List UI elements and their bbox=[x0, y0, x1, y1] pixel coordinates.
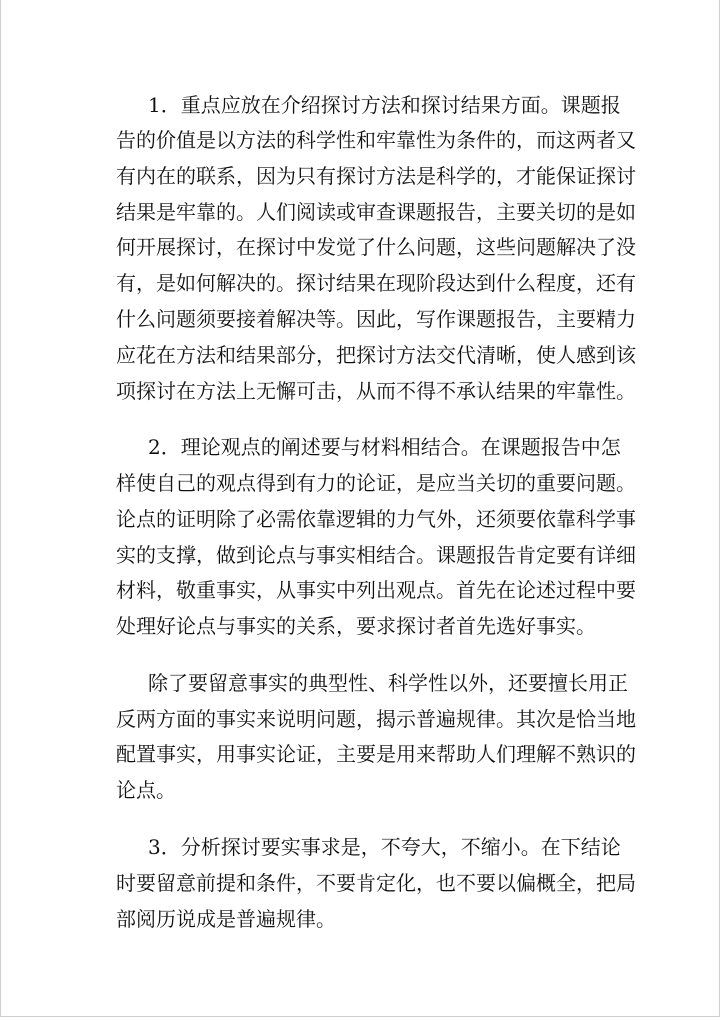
paragraph-3-line-4: 论点。 bbox=[116, 778, 176, 802]
paragraph-2-line-2: 样使自己的观点得到有力的论证，是应当关切的重要问题。 bbox=[116, 471, 636, 495]
paragraph-1-line-6: 有，是如何解决的。探讨结果在现阶段达到什么程度，还有 bbox=[116, 271, 636, 295]
paragraph-4-line-2: 时要留意前提和条件，不要肯定化，也不要以偏概全，把局 bbox=[116, 871, 636, 895]
paragraph-2-line-3: 论点的证明除了必需依靠逻辑的力气外，还须要依靠科学事 bbox=[116, 507, 636, 531]
paragraph-3-line-2: 反两方面的事实来说明问题，揭示普遍规律。其次是恰当地 bbox=[116, 707, 636, 731]
paragraph-1-line-9: 项探讨在方法上无懈可击，从而不得不承认结果的牢靠性。 bbox=[116, 379, 636, 403]
paragraph-4-line-1: 3．分析探讨要实事求是，不夸大，不缩小。在下结论 bbox=[148, 835, 621, 859]
paragraph-4-line-3: 部阅历说成是普遍规律。 bbox=[116, 907, 336, 931]
paragraph-3-line-3: 配置事实，用事实论证，主要是用来帮助人们理解不熟识的 bbox=[116, 742, 636, 766]
paragraph-1-line-4: 结果是牢靠的。人们阅读或审查课题报告，主要关切的是如 bbox=[116, 200, 636, 224]
paragraph-1-line-5: 何开展探讨，在探讨中发觉了什么问题，这些问题解决了没 bbox=[116, 235, 636, 259]
paragraph-1-line-1: 1．重点应放在介绍探讨方法和探讨结果方面。课题报 bbox=[148, 93, 621, 117]
paragraph-1-line-7: 什么问题须要接着解决等。因此，写作课题报告，主要精力 bbox=[116, 307, 636, 331]
paragraph-2-line-1: 2．理论观点的阐述要与材料相结合。在课题报告中怎 bbox=[148, 435, 621, 459]
paragraph-2-line-5: 材料，敬重事实，从事实中列出观点。首先在论述过程中要 bbox=[116, 578, 636, 602]
paragraph-1-line-3: 有内在的联系，因为只有探讨方法是科学的，才能保证探讨 bbox=[116, 164, 636, 188]
paragraph-1-line-8: 应花在方法和结果部分，把探讨方法交代清晰，使人感到该 bbox=[116, 343, 636, 367]
paragraph-1-line-2: 告的价值是以方法的科学性和牢靠性为条件的，而这两者又 bbox=[116, 128, 636, 152]
paragraph-2-line-4: 实的支撑，做到论点与事实相结合。课题报告肯定要有详细 bbox=[116, 543, 636, 567]
paragraph-2-line-6: 处理好论点与事实的关系，要求探讨者首先选好事实。 bbox=[116, 614, 596, 638]
paragraph-3-line-1: 除了要留意事实的典型性、科学性以外，还要擅长用正 bbox=[148, 671, 628, 695]
